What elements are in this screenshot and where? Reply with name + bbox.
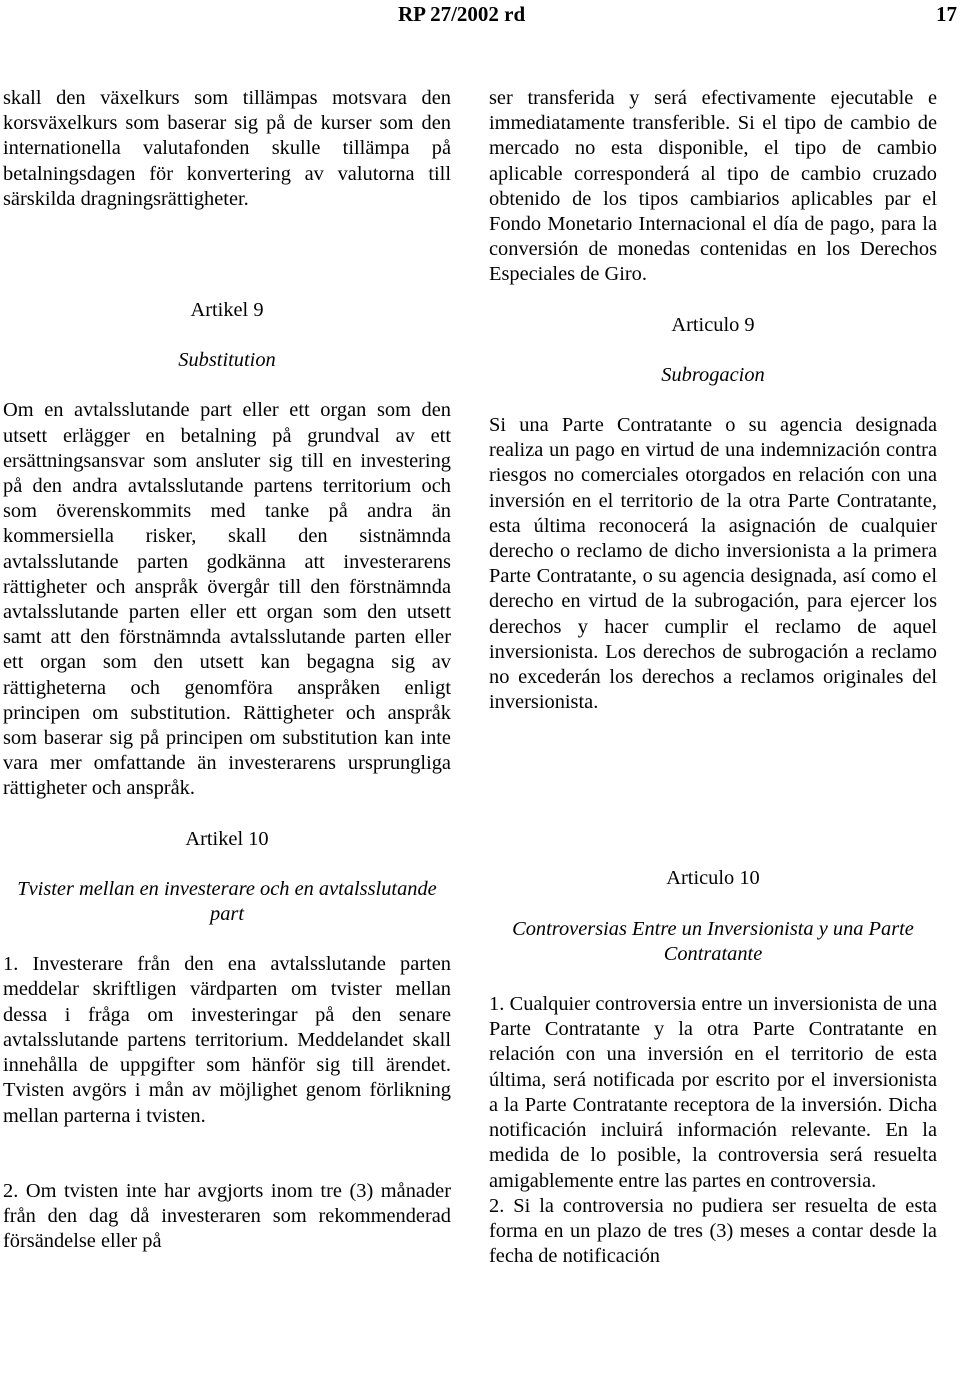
page-header	[0, 0, 960, 30]
swedish-column	[3, 86, 451, 1254]
article10-subtitle-sv: Tvister mellan en investerare och en avtalsslutande part	[17, 877, 437, 926]
article10-paragraph2-es: 2. Si la controversia no pudiera ser resuelta de esta forma en un plazo de tres (3) meses a contar desde la fecha de notificación	[489, 1194, 937, 1268]
article10-paragraph1-sv: 1. Investerare från den ena avtalsslutande parten meddelar skriftligen värdparten om tvister mellan dessa i fråga om investeringar på den senare avtalsslutande partens territorium. Meddelandet skall innehålla de uppgifter som hänför sig till ärendet. Tvisten avgörs i mån av möjlighet genom förlikning mellan parterna i tvisten.	[3, 953, 451, 1127]
article9-body-sv: Om en avtalsslutande part eller ett organ som den utsett erlägger en betalning på grundval av ett ersättningsansvar som ansluter sig till en investering på den andra avtalsslutande partens territorium och som överenskommits med tanke på andra än kommersiella risker, skall den sistnämnda avtalsslutande parten godkänna att investerarens rättigheter och anspråk övergår till den förstnämnda avtalsslutande parten eller ett organ som den utsett samt att den förstnämnda avtalsslutande parten eller ett organ som den utsett kan begagna sig av rättigheterna och genomföra anspråken enligt principen om substitution. Rättigheter och anspråk som baserar sig på principen om substitution kan inte vara mer omfattande än investerarens ursprungliga rättigheter och anspråk.	[3, 399, 451, 800]
intro-paragraph-sv: skall den växelkurs som tillämpas motsvara den korsväxelkurs som baserar sig på de kurser som den internationella valutafonden skulle tillämpa på betalningsdagen för konvertering av valutorna till särskilda dragningsrättigheter.	[3, 87, 451, 210]
article10-paragraph2-sv: 2. Om tvisten inte har avgjorts inom tre (3) månader från den dag då investeraren som rekommenderad försändelse eller på	[3, 1179, 451, 1253]
article10-title-es: Articulo 10	[666, 867, 760, 890]
article9-body-es: Si una Parte Contratante o su agencia designada realiza un pago en virtud de una indemnización contra riesgos no comerciales otorgados en relación con una inversión en el territorio de la otra Parte Contratante, esta última reconocerá la asignación de cualquier derecho o reclamo de dicho inversionista a la primera Parte Contratante, o su agencia designada, así como el derecho en virtud de la subrogación, para ejercer los derechos y hacer cumplir el reclamo de aquel inversionista. Los derechos de subrogación a reclamo no excederán los derechos a reclamos originales del inversionista.	[489, 414, 937, 714]
article10-paragraph1-es: 1. Cualquier controversia entre un inversionista de una Parte Contratante y la otra Parte Contratante en relación con una inversión en el territorio de esta última, será notificada por escrito por el inversionista a la Parte Contratante receptora de la inversión. Dicha notificación incluirá información relevante. En la medida de lo posible, la controversia será resuelta amigablemente entre las partes en controversia.	[489, 993, 937, 1192]
article9-subtitle-es: Subrogacion	[661, 363, 765, 386]
spanish-column	[489, 86, 937, 1269]
article10-title-sv: Artikel 10	[185, 827, 269, 850]
intro-paragraph-es: ser transferida y será efectivamente ejecutable e immediatamente transferible. Si el tipo de cambio de mercado no esta disponible, el tipo de cambio aplicable corresponderá al tipo de cambio cruzado obtenido de los tipos cambiarios aplicables par el Fondo Monetario Internacional el día de pago, para la conversión de monedas contenidas en los Derechos Especiales de Giro.	[489, 87, 937, 286]
article10-subtitle-es: Controversias Entre un Inversionista y una Parte Contratante	[512, 917, 914, 965]
page-number: 17	[936, 2, 957, 26]
article9-subtitle-sv: Substitution	[178, 349, 276, 372]
document-id: RP 27/2002 rd	[398, 2, 526, 26]
article9-title-es: Articulo 9	[671, 313, 755, 336]
article9-title-sv: Artikel 9	[190, 299, 264, 322]
